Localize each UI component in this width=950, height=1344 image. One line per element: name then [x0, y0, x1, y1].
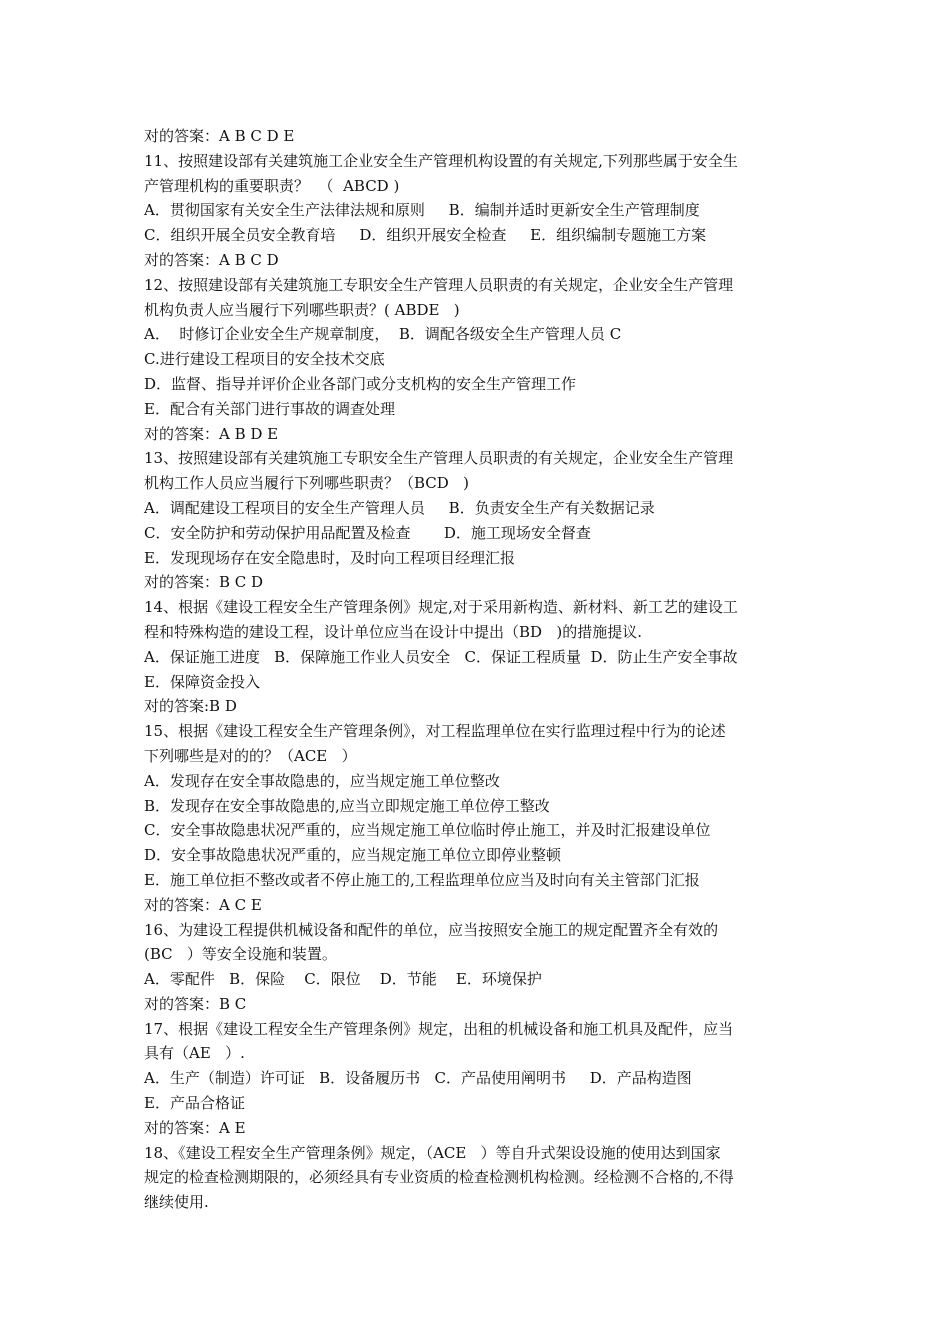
question-18-line-1: 18、《建设工程安全生产管理条例》规定，（ACE ）等自升式架设设施的使用达到国家 — [144, 1143, 721, 1162]
question-12-answer: 对的答案：A B D E — [144, 424, 279, 443]
question-14-line-2: 程和特殊构造的建设工程，设计单位应当在设计中提出（BD )的措施提议. — [144, 622, 642, 641]
question-18-line-3: 继续使用. — [144, 1193, 209, 1212]
question-15-option-d: D．安全事故隐患状况严重的，应当规定施工单位立即停业整顿 — [144, 846, 562, 865]
question-17-line-1: 17、根据《建设工程安全生产管理条例》规定，出租的机械设备和施工机具及配件，应当 — [144, 1019, 734, 1038]
question-17-answer: 对的答案：A E — [144, 1118, 246, 1137]
question-14-options-line-2: E．保障资金投入 — [144, 672, 260, 691]
question-13-options-line-2: C．安全防护和劳动保护用品配置及检查 D．施工现场安全督查 — [144, 523, 591, 542]
question-14-line-1: 14、根据《建设工程安全生产管理条例》规定,对于采用新构造、新材料、新工艺的建设工 — [144, 598, 738, 617]
question-12-options-line-3: D．监督、指导并评价企业各部门或分支机构的安全生产管理工作 — [144, 374, 577, 393]
question-12-options-line-2: C.进行建设工程项目的安全技术交底 — [144, 350, 385, 369]
question-11-line-2: 产管理机构的重要职责？ （ ABCD ) — [144, 176, 400, 195]
question-16-options: A．零配件 B．保险 C．限位 D．节能 E．环境保护 — [144, 970, 542, 989]
question-15-option-a: A．发现存在安全事故隐患的，应当规定施工单位整改 — [144, 771, 500, 790]
question-13-options-line-1: A．调配建设工程项目的安全生产管理人员 B．负责安全生产有关数据记录 — [144, 498, 655, 517]
question-11-line-1: 11、按照建设部有关建筑施工企业安全生产管理机构设置的有关规定,下列那些属于安全生 — [144, 151, 738, 170]
question-14-options-line-1: A．保证施工进度 B．保障施工作业人员安全 C．保证工程质量 D．防止生产安全事故 — [144, 647, 738, 666]
question-15-option-b: B．发现存在安全事故隐患的,应当立即规定施工单位停工整改 — [144, 796, 550, 815]
question-15-option-e: E．施工单位拒不整改或者不停止施工的,工程监理单位应当及时向有关主管部门汇报 — [144, 870, 700, 889]
question-15-answer: 对的答案：A C E — [144, 895, 262, 914]
document-body — [144, 124, 810, 1215]
question-12-line-1: 12、按照建设部有关建筑施工专职安全生产管理人员职责的有关规定，企业安全生产管理 — [144, 275, 734, 294]
question-15-line-1: 15、根据《建设工程安全生产管理条例》，对工程监理单位在实行监理过程中行为的论述 — [144, 722, 726, 741]
question-16-line-2: (BC ）等安全设施和装置。 — [144, 945, 337, 964]
question-12-options-line-4: E．配合有关部门进行事故的调查处理 — [144, 399, 395, 418]
question-13-options-line-3: E．发现现场存在安全隐患时，及时向工程项目经理汇报 — [144, 548, 515, 567]
question-11-options-line-2: C．组织开展全员安全教育培 D．组织开展安全检查 E．组织编制专题施工方案 — [144, 226, 707, 245]
answer-line: 对的答案：A B C D E — [144, 127, 295, 145]
question-16-answer: 对的答案：B C — [144, 994, 247, 1013]
question-11-options-line-1: A．贯彻国家有关安全生产法律法规和原则 B．编制并适时更新安全生产管理制度 — [144, 201, 700, 220]
question-17-line-2: 具有（AE ）. — [144, 1044, 245, 1063]
question-12-options-line-1: A． 时修订企业安全生产规章制度， B．调配各级安全生产管理人员 C — [144, 325, 622, 344]
question-13-answer: 对的答案：B C D — [144, 573, 264, 592]
question-17-options-line-1: A．生产（制造）许可证 B．设备履历书 C．产品使用阐明书 D．产品构造图 — [144, 1069, 692, 1088]
question-11-answer: 对的答案：A B C D — [144, 250, 279, 269]
question-18-line-2: 规定的检查检测期限的，必须经具有专业资质的检查检测机构检测。经检测不合格的,不得 — [144, 1168, 734, 1187]
question-17-options-line-2: E．产品合格证 — [144, 1094, 245, 1113]
question-15-line-2: 下列哪些是对的的？（ACE ） — [144, 746, 357, 765]
question-13-line-2: 机构工作人员应当履行下列哪些职责？（BCD ) — [144, 474, 469, 493]
question-12-line-2: 机构负责人应当履行下列哪些职责？( ABDE ) — [144, 300, 460, 319]
question-14-answer: 对的答案:B D — [144, 697, 237, 716]
question-15-option-c: C．安全事故隐患状况严重的，应当规定施工单位临时停止施工，并及时汇报建设单位 — [144, 821, 711, 840]
question-13-line-1: 13、按照建设部有关建筑施工专职安全生产管理人员职责的有关规定，企业安全生产管理 — [144, 449, 734, 468]
question-16-line-1: 16、为建设工程提供机械设备和配件的单位，应当按照安全施工的规定配置齐全有效的 — [144, 920, 719, 939]
